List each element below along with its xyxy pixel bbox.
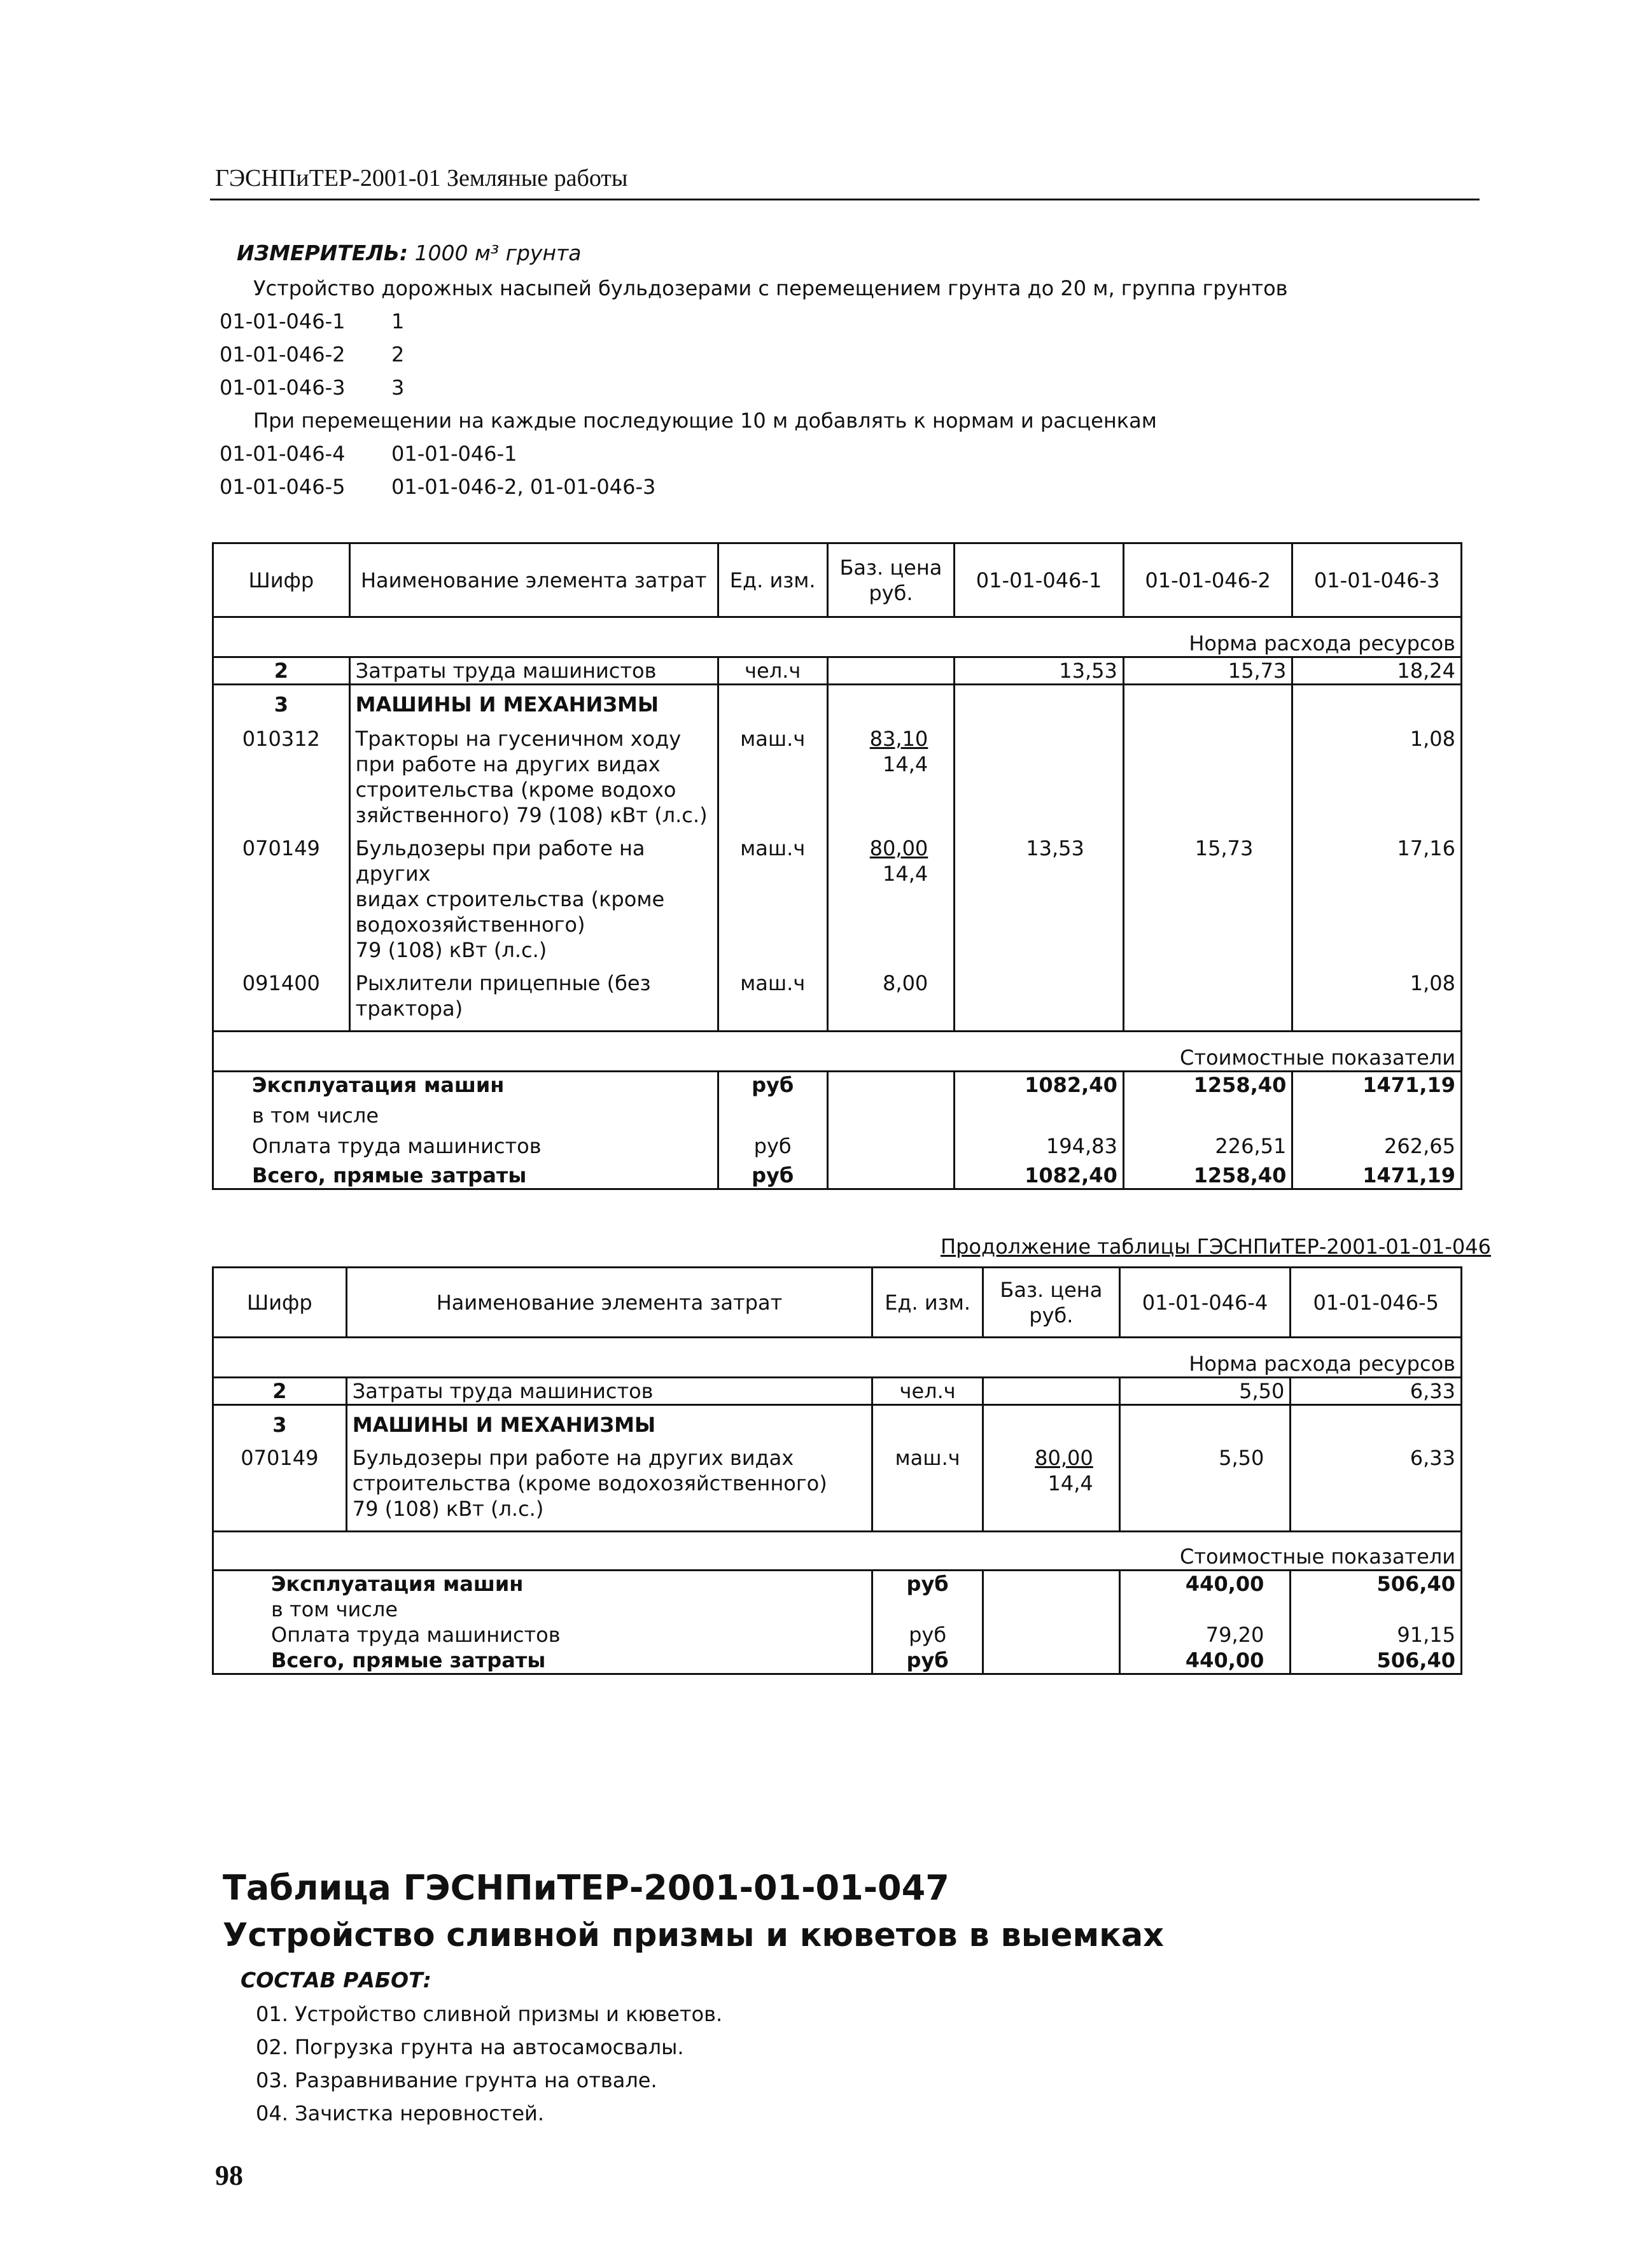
name-line: строительства (кроме водохозяйственного) <box>352 1471 827 1495</box>
row-unit: маш.ч <box>718 828 827 963</box>
table-header-row <box>213 1268 1462 1338</box>
row-name <box>349 828 718 963</box>
name-line: зяйственного) 79 (108) кВт (л.с.) <box>355 803 708 827</box>
code2-line-1 <box>220 442 517 466</box>
sum-046-5: 506,40 <box>1291 1571 1462 1597</box>
norm-row <box>213 617 1462 657</box>
sum-046-5: 506,40 <box>1291 1648 1462 1674</box>
cost-row <box>213 1032 1462 1072</box>
code-line-3 <box>220 375 405 400</box>
value-046-1 <box>955 717 1124 828</box>
continuation-caption: Продолжение таблицы ГЭСНПиТЕР-2001-01-01-046 <box>941 1235 1491 1259</box>
sum-046-4 <box>1119 1597 1291 1622</box>
sum-name: Эксплуатация машин <box>213 1571 872 1597</box>
row-price <box>983 1438 1120 1532</box>
measure-label: ИЗМЕРИТЕЛЬ: <box>237 241 409 265</box>
price-main: 80,00 <box>1035 1446 1093 1470</box>
col-046-3: 01-01-046-3 <box>1292 543 1462 617</box>
sum-price <box>983 1597 1120 1622</box>
name-line: трактора) <box>355 997 463 1021</box>
col-name: Наименование элемента затрат <box>346 1268 872 1338</box>
row-name <box>349 717 718 828</box>
value-046-3: 17,16 <box>1292 828 1462 963</box>
row-unit: чел.ч <box>872 1378 983 1405</box>
sum-046-3: 262,65 <box>1292 1128 1462 1159</box>
col-046-4: 01-01-046-4 <box>1119 1268 1291 1338</box>
cost-label: Стоимостные показатели <box>213 1532 1462 1571</box>
value-046-2: 15,73 <box>1123 828 1292 963</box>
sum-046-4: 440,00 <box>1119 1648 1291 1674</box>
sum-046-3: 1471,19 <box>1292 1072 1462 1098</box>
table-row <box>213 963 1462 1032</box>
resource-table-2 <box>212 1266 1462 1675</box>
price-main: 83,10 <box>869 727 928 751</box>
name-line: Бульдозеры при работе на других <box>355 836 645 886</box>
row-price <box>983 1378 1120 1405</box>
price-main: 80,00 <box>869 836 928 860</box>
sum-046-1: 1082,40 <box>955 1159 1124 1189</box>
code-value: 1 <box>391 309 405 333</box>
code: 01-01-046-5 <box>220 475 346 499</box>
page-header: ГЭСНПиТЕР-2001-01 Земляные работы <box>215 165 628 192</box>
works-heading: СОСТАВ РАБОТ: <box>241 1968 431 1992</box>
code2-line-2 <box>220 475 656 499</box>
sum-046-4: 440,00 <box>1119 1571 1291 1597</box>
sum-price <box>827 1159 955 1189</box>
value-046-2 <box>1123 717 1292 828</box>
norm-label: Норма расхода ресурсов <box>1189 1352 1455 1376</box>
sum-unit: руб <box>718 1159 827 1189</box>
row-price <box>827 717 955 828</box>
name-line: Тракторы на гусеничном ходу <box>355 727 682 751</box>
norm-row <box>213 1338 1462 1378</box>
table-row <box>213 1438 1462 1532</box>
name-line: Рыхлители прицепные (без <box>355 971 651 995</box>
row-code: 091400 <box>242 971 320 995</box>
empty-cell <box>872 1405 983 1438</box>
value-046-5: 6,33 <box>1291 1438 1462 1532</box>
sum-046-2: 1258,40 <box>1123 1159 1292 1189</box>
value-046-2 <box>1123 963 1292 1032</box>
name-line: Бульдозеры при работе на других видах <box>352 1446 794 1470</box>
sum-row <box>213 1072 1462 1098</box>
machines-head-row <box>213 685 1462 718</box>
empty-cell <box>1292 685 1462 718</box>
sum-row <box>213 1648 1462 1674</box>
empty-cell <box>983 1405 1120 1438</box>
measure <box>237 241 581 265</box>
col-name: Наименование элемента затрат <box>349 543 718 617</box>
sum-name: Оплата труда машинистов <box>252 1134 542 1158</box>
sum-row <box>213 1622 1462 1648</box>
row-name: МАШИНЫ И МЕХАНИЗМЫ <box>346 1405 872 1438</box>
col-unit: Ед. изм. <box>872 1268 983 1338</box>
sum-046-1: 1082,40 <box>955 1072 1124 1098</box>
code-value: 2 <box>391 342 405 367</box>
row-unit: чел.ч <box>718 657 827 685</box>
col-cipher: Шифр <box>213 1268 347 1338</box>
name-line: видах строительства (кроме <box>355 887 665 911</box>
sum-price <box>827 1098 955 1128</box>
sum-row <box>213 1128 1462 1159</box>
sum-name: в том числе <box>252 1103 379 1128</box>
row-code: 010312 <box>242 727 320 751</box>
page-number: 98 <box>215 2160 243 2191</box>
sum-046-2: 226,51 <box>1123 1128 1292 1159</box>
header-rule <box>210 199 1480 200</box>
col-046-5: 01-01-046-5 <box>1291 1268 1462 1338</box>
empty-cell <box>718 685 827 718</box>
sum-price <box>983 1571 1120 1597</box>
col-price: Баз. цена руб. <box>983 1268 1120 1338</box>
intro-text: Устройство дорожных насыпей бульдозерами с перемещением грунта до 20 м, группа грунтов <box>253 276 1288 300</box>
row-name <box>349 963 718 1032</box>
cost-label: Стоимостные показатели <box>213 1032 1462 1072</box>
name-line: при работе на других видах <box>355 752 661 776</box>
sum-row <box>213 1159 1462 1189</box>
name-line: 79 (108) кВт (л.с.) <box>352 1497 544 1521</box>
sum-unit: руб <box>872 1571 983 1597</box>
row-price: 8,00 <box>827 963 955 1032</box>
empty-cell <box>955 685 1124 718</box>
row-number: 3 <box>213 1405 347 1438</box>
empty-cell <box>827 685 955 718</box>
work-item: 03. Разравнивание грунта на отвале. <box>256 2068 657 2092</box>
row-name: Затраты труда машинистов <box>346 1378 872 1405</box>
value-046-5: 6,33 <box>1291 1378 1462 1405</box>
resource-table-1 <box>212 542 1462 1190</box>
sum-046-2: 1258,40 <box>1123 1072 1292 1098</box>
sum-046-2 <box>1123 1098 1292 1128</box>
row-unit: маш.ч <box>872 1438 983 1532</box>
value-046-1: 13,53 <box>955 828 1124 963</box>
empty-cell <box>1123 685 1292 718</box>
sum-046-1: 194,83 <box>955 1128 1124 1159</box>
table-row <box>213 828 1462 963</box>
code: 01-01-046-4 <box>220 442 346 466</box>
sum-row <box>213 1597 1462 1622</box>
row-code: 070149 <box>242 836 320 860</box>
value-046-1: 13,53 <box>955 657 1124 685</box>
row-unit: маш.ч <box>718 963 827 1032</box>
sum-unit: руб <box>718 1072 827 1098</box>
table-subtitle: Устройство сливной призмы и кюветов в выемках <box>223 1917 1165 1954</box>
row-price <box>827 657 955 685</box>
row-number: 2 <box>213 657 350 685</box>
work-item: 02. Погрузка грунта на автосамосвалы. <box>256 2035 684 2059</box>
intro2-text: При перемещении на каждые последующие 10 м добавлять к нормам и расценкам <box>253 409 1157 433</box>
labor-row <box>213 1378 1462 1405</box>
value-046-3: 1,08 <box>1292 963 1462 1032</box>
code-value: 01-01-046-1 <box>391 442 517 466</box>
row-number: 3 <box>213 685 350 718</box>
name-line: строительства (кроме водохо <box>355 778 676 802</box>
machines-head-row <box>213 1405 1462 1438</box>
sum-row <box>213 1098 1462 1128</box>
row-code: 070149 <box>241 1446 319 1470</box>
row-name: Затраты труда машинистов <box>349 657 718 685</box>
value-046-1 <box>955 963 1124 1032</box>
work-item: 01. Устройство сливной призмы и кюветов. <box>256 2002 723 2026</box>
sum-unit: руб <box>872 1648 983 1674</box>
value-046-4: 5,50 <box>1119 1438 1291 1532</box>
col-046-1: 01-01-046-1 <box>955 543 1124 617</box>
name-line: водохозяйственного) <box>355 913 585 937</box>
sum-unit: руб <box>872 1622 983 1648</box>
code-value: 3 <box>391 375 405 400</box>
sum-price <box>827 1128 955 1159</box>
sum-name: Эксплуатация машин <box>213 1072 718 1098</box>
empty-cell <box>1291 1405 1462 1438</box>
row-number: 2 <box>213 1378 347 1405</box>
sum-name: в том числе <box>271 1597 398 1621</box>
value-046-3: 1,08 <box>1292 717 1462 828</box>
code: 01-01-046-2 <box>220 342 346 367</box>
measure-value: 1000 м³ грунта <box>414 241 582 265</box>
sum-046-5 <box>1291 1597 1462 1622</box>
col-cipher: Шифр <box>213 543 350 617</box>
work-item: 04. Зачистка неровностей. <box>256 2101 544 2125</box>
price-wage: 14,4 <box>883 752 928 776</box>
labor-row <box>213 657 1462 685</box>
code: 01-01-046-3 <box>220 375 346 400</box>
sum-name: Оплата труда машинистов <box>271 1623 561 1647</box>
col-price: Баз. цена руб. <box>827 543 955 617</box>
sum-unit <box>872 1597 983 1622</box>
sum-name: Всего, прямые затраты <box>271 1648 546 1672</box>
code: 01-01-046-1 <box>220 309 346 333</box>
price-wage: 14,4 <box>1047 1471 1093 1495</box>
empty-cell <box>1119 1405 1291 1438</box>
row-price <box>827 828 955 963</box>
norm-label: Норма расхода ресурсов <box>1189 631 1455 655</box>
sum-unit <box>718 1098 827 1128</box>
value-046-3: 18,24 <box>1292 657 1462 685</box>
row-unit: маш.ч <box>718 717 827 828</box>
sum-price <box>827 1072 955 1098</box>
name-line: 79 (108) кВт (л.с.) <box>355 938 547 962</box>
table-row <box>213 717 1462 828</box>
sum-046-3: 1471,19 <box>1292 1159 1462 1189</box>
code-value: 01-01-046-2, 01-01-046-3 <box>391 475 656 499</box>
row-name <box>346 1438 872 1532</box>
row-name: МАШИНЫ И МЕХАНИЗМЫ <box>349 685 718 718</box>
sum-046-5: 91,15 <box>1291 1622 1462 1648</box>
sum-price <box>983 1648 1120 1674</box>
sum-price <box>983 1622 1120 1648</box>
sum-046-1 <box>955 1098 1124 1128</box>
cost-row <box>213 1532 1462 1571</box>
col-unit: Ед. изм. <box>718 543 827 617</box>
value-046-2: 15,73 <box>1123 657 1292 685</box>
value-046-4: 5,50 <box>1119 1378 1291 1405</box>
code-line-1 <box>220 309 405 333</box>
sum-row <box>213 1571 1462 1597</box>
price-wage: 14,4 <box>883 862 928 886</box>
col-046-2: 01-01-046-2 <box>1123 543 1292 617</box>
sum-unit: руб <box>718 1128 827 1159</box>
table-header-row <box>213 543 1462 617</box>
sum-046-3 <box>1292 1098 1462 1128</box>
code-line-2 <box>220 342 405 367</box>
sum-046-4: 79,20 <box>1119 1622 1291 1648</box>
table-title: Таблица ГЭСНПиТЕР-2001-01-01-047 <box>223 1868 949 1908</box>
sum-name: Всего, прямые затраты <box>252 1163 527 1187</box>
